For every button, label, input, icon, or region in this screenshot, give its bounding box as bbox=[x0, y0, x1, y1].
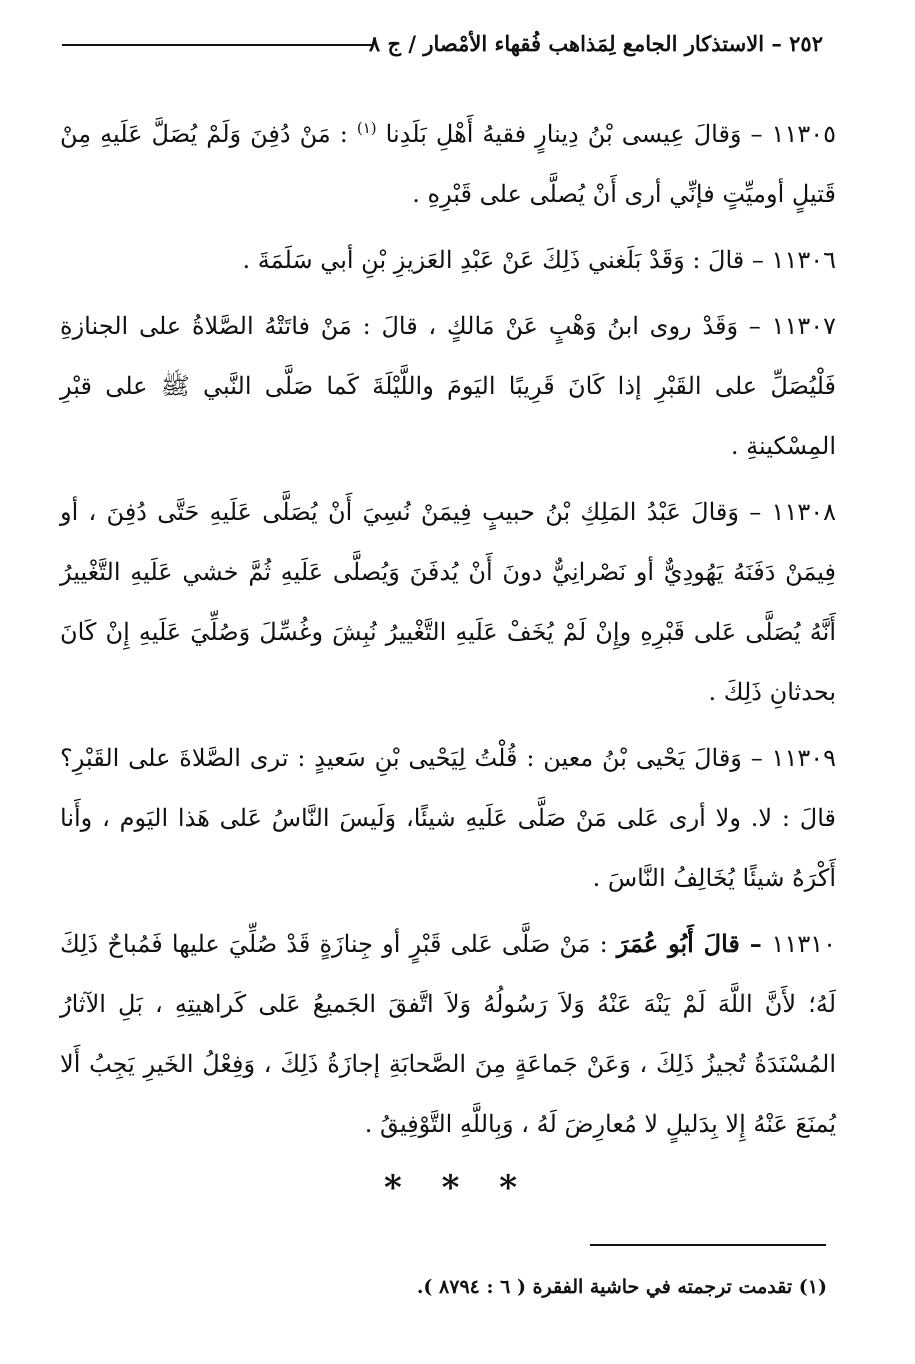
paragraph-11306 bbox=[60, 230, 836, 290]
paragraph-11308 bbox=[60, 482, 836, 722]
footnote: (١) تقدمت ترجمته في حاشية الفقرة ( ٦ : ٨٧٩٤ ). bbox=[416, 1276, 827, 1298]
paragraph-number: ١١٣٠٩ bbox=[771, 744, 836, 772]
paragraph-11307 bbox=[60, 296, 836, 476]
paragraph-text: : مَنْ صَلَّى عَلى قَبْرٍ أو جِنازَةٍ قَدْ صُلِّيَ عليها فَمُباحٌ ذَلِكَ لَهُ؛ لأَنَّ اللَّهَ لَمْ يَنْهَ عَنْهُ وَلاَ رَسُولُهُ وَلاَ اتَّفقَ الجَميعُ عَلى كَراهيتِهِ ، بَلِ الآثارُ المُسْنَدَةُ تُجيزُ ذَلِكَ ، وَعَنْ جَماعَةٍ مِنَ الصَّحابَةِ إجازَةُ ذَلِكَ ، وَفِعْلُ الخَيرِ يَجِبُ أَلا يُمنَعَ عَنْهُ إِلا بِدَليلٍ لا مُعارِضَ لَهُ ، وَبِاللَّهِ التَّوْفِيقُ . bbox=[60, 930, 837, 1138]
paragraph-text: – وَقالَ يَحْيى بْنُ معين : قُلْتُ لِيَحْيى بْنِ سَعيدٍ : ترى الصَّلاةَ على القَبْرِ؟ قالَ : لا. ولا أرى عَلى مَنْ صَلَّى عَلَيهِ شيئًا، وَلَيسَ النَّاسُ عَلى هَذا اليَوم ، وأَنا أَكْرَهُ شيئًا يُخَالِفُ النَّاسَ . bbox=[60, 744, 836, 892]
paragraph-text: – وَقَدْ روى ابنُ وَهْبٍ عَنْ مَالكٍ ، قالَ : مَنْ فاتَتْهُ الصَّلاةُ على الجنازةِ فَلْيُصَلِّ على القَبْرِ إذا كَانَ قَرِيبًا اليَومَ واللَّيْلَةَ كَما صَلَّى النَّبي ﷺ على قبْرِ المِسْكينةِ . bbox=[60, 312, 836, 460]
paragraph-number: ١١٣٠٥ bbox=[771, 120, 836, 148]
paragraph-number: ١١٣٠٦ bbox=[771, 246, 836, 274]
footnote-reference[interactable]: (١) bbox=[356, 119, 377, 137]
main-text bbox=[60, 104, 836, 1160]
paragraph-text: – وَقالَ عَبْدُ المَلِكِ بْنُ حبيبٍ فِيمَنْ نُسِيَ أَنْ يُصَلَّى عَلَيهِ حَتَّى دُفِنَ ، أو فِيمَنْ دَفَنَهُ يَهُودِيٌّ أو نَصْرانِيٌّ دونَ أَنْ يُدفَنَ وَيُصلَّى عَلَيهِ ثُمَّ خشي عَلَيهِ التَّغْييرُ أَنَّهُ يُصَلَّى عَلى قَبْرِهِ وإِنْ لَمْ يُخَفْ عَلَيهِ التَّغْييرُ نُبِشَ وغُسِّلَ وَصُلِّيَ عَلَيهِ إِنْ كَانَ بحدثانِ ذَلِكَ . bbox=[60, 498, 836, 706]
paragraph-11310 bbox=[60, 914, 836, 1154]
paragraph-text: – وَقالَ عِيسى بْنُ دِينارٍ فقيهُ أَهْلِ بَلَدِنا bbox=[385, 120, 772, 148]
paragraph-11305 bbox=[60, 104, 836, 224]
running-header: ٢٥٢ – الاستذكار الجامع لِمَذاهب فُقهاء الأمْصار / ج ٨ bbox=[368, 31, 823, 56]
paragraph-bold-intro: – قالَ أَبُو عُمَرَ bbox=[616, 929, 772, 958]
paragraph-text: : مَنْ دُفِنَ وَلَمْ يُصَلَّ عَلَيهِ مِنْ قَتيلٍ أوميِّتٍ فإنِّي أرى أَنْ يُصلَّى على قَبْرِهِ . bbox=[60, 120, 836, 208]
paragraph-number: ١١٣١٠ bbox=[771, 930, 836, 958]
paragraph-number: ١١٣٠٨ bbox=[771, 498, 836, 526]
paragraph-11309 bbox=[60, 728, 836, 908]
paragraph-number: ١١٣٠٧ bbox=[771, 312, 837, 340]
section-separator: * * * bbox=[383, 1168, 531, 1208]
footnote-rule bbox=[590, 1244, 826, 1246]
paragraph-text: – قالَ : وَقَدْ بَلَغني ذَلِكَ عَنْ عَبْدِ العَزيزِ بْنِ أبي سَلَمَةَ . bbox=[242, 246, 772, 274]
header-rule bbox=[62, 44, 372, 46]
